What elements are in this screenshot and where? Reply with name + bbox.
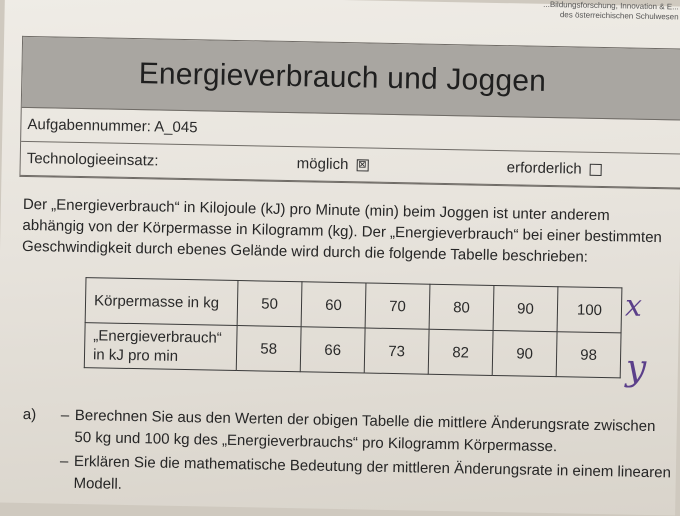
task-number: Aufgabennummer: A_045 xyxy=(27,115,198,137)
task-a xyxy=(21,404,673,508)
title-bar xyxy=(22,37,680,121)
table-cell: 82 xyxy=(428,329,493,375)
handwritten-x-mark: x xyxy=(624,288,643,324)
row-header-mass: Körpermasse in kg xyxy=(85,278,238,326)
intro-paragraph: Der „Energieverbrauch“ in Kilojoule (kJ) pro Minute (min) beim Joggen ist unter anderem abhängig von der Körpermasse in Kilogramm (kg). Der „Energieverbrauch“ bei einer bestimmten Geschwindigkeit durch ebenes Gelände wird durch die folgende Tabelle beschrieben: xyxy=(21,195,663,266)
task-a-label: a) xyxy=(22,405,37,424)
publisher-line-1: ...Bildungsforschung, Innovation & E... xyxy=(543,0,679,12)
list-item: – Erklären Sie die mathematische Bedeutung der mittleren Änderungsrate in einem linearen Modell. xyxy=(59,451,672,507)
row-header-energy: „Energieverbrauch“ in kJ pro min xyxy=(84,323,237,371)
checked-box-icon: ⊠ xyxy=(358,158,367,170)
table-cell: 90 xyxy=(493,285,558,331)
table-cell: 50 xyxy=(237,281,302,327)
handwritten-y-mark: y xyxy=(625,347,647,389)
page-title: Energieverbrauch und Joggen xyxy=(138,57,547,98)
table-cell: 70 xyxy=(365,283,430,329)
option-possible-label: möglich xyxy=(296,155,349,174)
data-table xyxy=(84,277,623,378)
task-a-list xyxy=(21,404,673,506)
table-cell: 58 xyxy=(236,326,301,372)
option-required-label: erforderlich xyxy=(506,159,582,178)
publisher-line-2: des österreichischen Schulwesen xyxy=(559,10,679,22)
table-cell: 98 xyxy=(556,332,621,378)
technology-label: Technologieeinsatz: xyxy=(26,149,159,170)
table-cell: 66 xyxy=(300,327,365,373)
table-row-energy xyxy=(84,323,621,378)
list-item: – Berechnen Sie aus den Werten der obigen Tabelle die mittlere Änderungsrate zwischen 50 kg und 100 kg des „Energieverbrauchs“ pro Kilogramm Körpermasse. xyxy=(60,405,673,461)
task-header-box xyxy=(19,36,680,190)
publisher-note xyxy=(519,0,679,22)
table-cell: 100 xyxy=(557,287,622,333)
table-cell: 80 xyxy=(429,284,494,330)
table-cell: 90 xyxy=(492,330,557,376)
option-required xyxy=(507,159,602,178)
table-cell: 73 xyxy=(364,328,429,374)
option-possible xyxy=(297,155,507,176)
table-cell: 60 xyxy=(301,282,366,328)
empty-box-icon xyxy=(590,163,602,175)
